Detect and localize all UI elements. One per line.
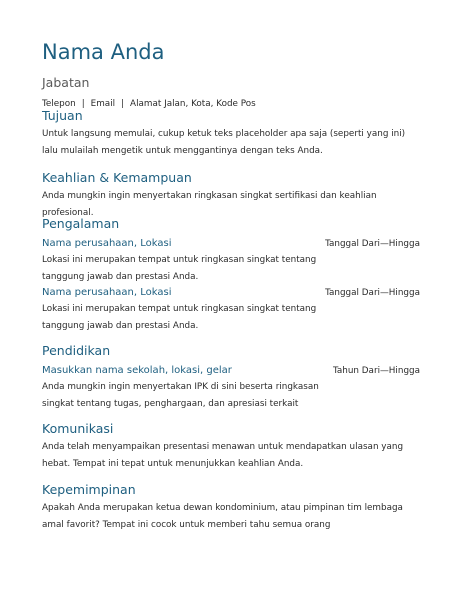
contact-email[interactable]: Email (90, 99, 116, 109)
experience-description[interactable]: Lokasi ini merupakan tempat untuk ringkasan singkat tentang tanggung jawab dan prestasi Anda. (42, 304, 317, 331)
communication-text[interactable]: Anda telah menyampaikan presentasi menawan untuk mendapatkan ulasan yang hebat. Tempat ini tepat untuk menunjukkan keahlian Anda. (42, 442, 404, 469)
job-title[interactable]: Jabatan (42, 75, 90, 90)
education-section (42, 343, 420, 413)
communication-heading: Komunikasi (42, 421, 114, 436)
experience-entry-header (42, 286, 420, 300)
experience-entry-header (42, 237, 420, 251)
contact-separator: | (81, 99, 85, 109)
company-name[interactable]: Nama perusahaan, Lokasi (42, 238, 172, 249)
company-name[interactable]: Nama perusahaan, Lokasi (42, 287, 172, 298)
education-description[interactable]: Anda mungkin ingin menyertakan IPK di sini beserta ringkasan singkat tentang tugas, penghargaan, dan apresiasi terkait (42, 382, 319, 409)
experience-entry (42, 237, 420, 286)
objective-heading: Tujuan (42, 108, 83, 123)
experience-section (42, 216, 420, 335)
experience-dates[interactable]: Tanggal Dari—Hingga (325, 239, 420, 249)
contact-address[interactable]: Alamat Jalan, Kota, Kode Pos (130, 99, 256, 109)
contact-separator: | (121, 99, 125, 109)
education-entry-header (42, 364, 420, 378)
skills-heading: Keahlian & Kemampuan (42, 170, 192, 185)
communication-section (42, 421, 420, 473)
education-entry (42, 364, 420, 413)
education-heading: Pendidikan (42, 343, 111, 358)
school-name[interactable]: Masukkan nama sekolah, lokasi, gelar (42, 365, 232, 376)
experience-dates[interactable]: Tanggal Dari—Hingga (325, 288, 420, 298)
experience-heading: Pengalaman (42, 216, 120, 231)
skills-text[interactable]: Anda mungkin ingin menyertakan ringkasan singkat sertifikasi dan keahlian profesional. (42, 191, 377, 218)
leadership-heading: Kepemimpinan (42, 482, 136, 497)
leadership-text[interactable]: Apakah Anda merupakan ketua dewan kondominium, atau pimpinan tim lembaga amal favorit? Tempat ini cocok untuk memberi tahu semua orang (42, 503, 403, 530)
experience-description[interactable]: Lokasi ini merupakan tempat untuk ringkasan singkat tentang tanggung jawab dan prestasi Anda. (42, 255, 317, 282)
leadership-section (42, 482, 420, 534)
experience-entry (42, 286, 420, 335)
candidate-name[interactable]: Nama Anda (42, 40, 165, 64)
objective-section (42, 108, 420, 160)
contact-phone[interactable]: Telepon (42, 99, 76, 109)
skills-section (42, 170, 420, 222)
education-dates[interactable]: Tahun Dari—Hingga (332, 366, 420, 376)
objective-text[interactable]: Untuk langsung memulai, cukup ketuk teks placeholder apa saja (seperti yang ini) lalu mulailah mengetik untuk menggantinya dengan teks Anda. (42, 129, 406, 156)
